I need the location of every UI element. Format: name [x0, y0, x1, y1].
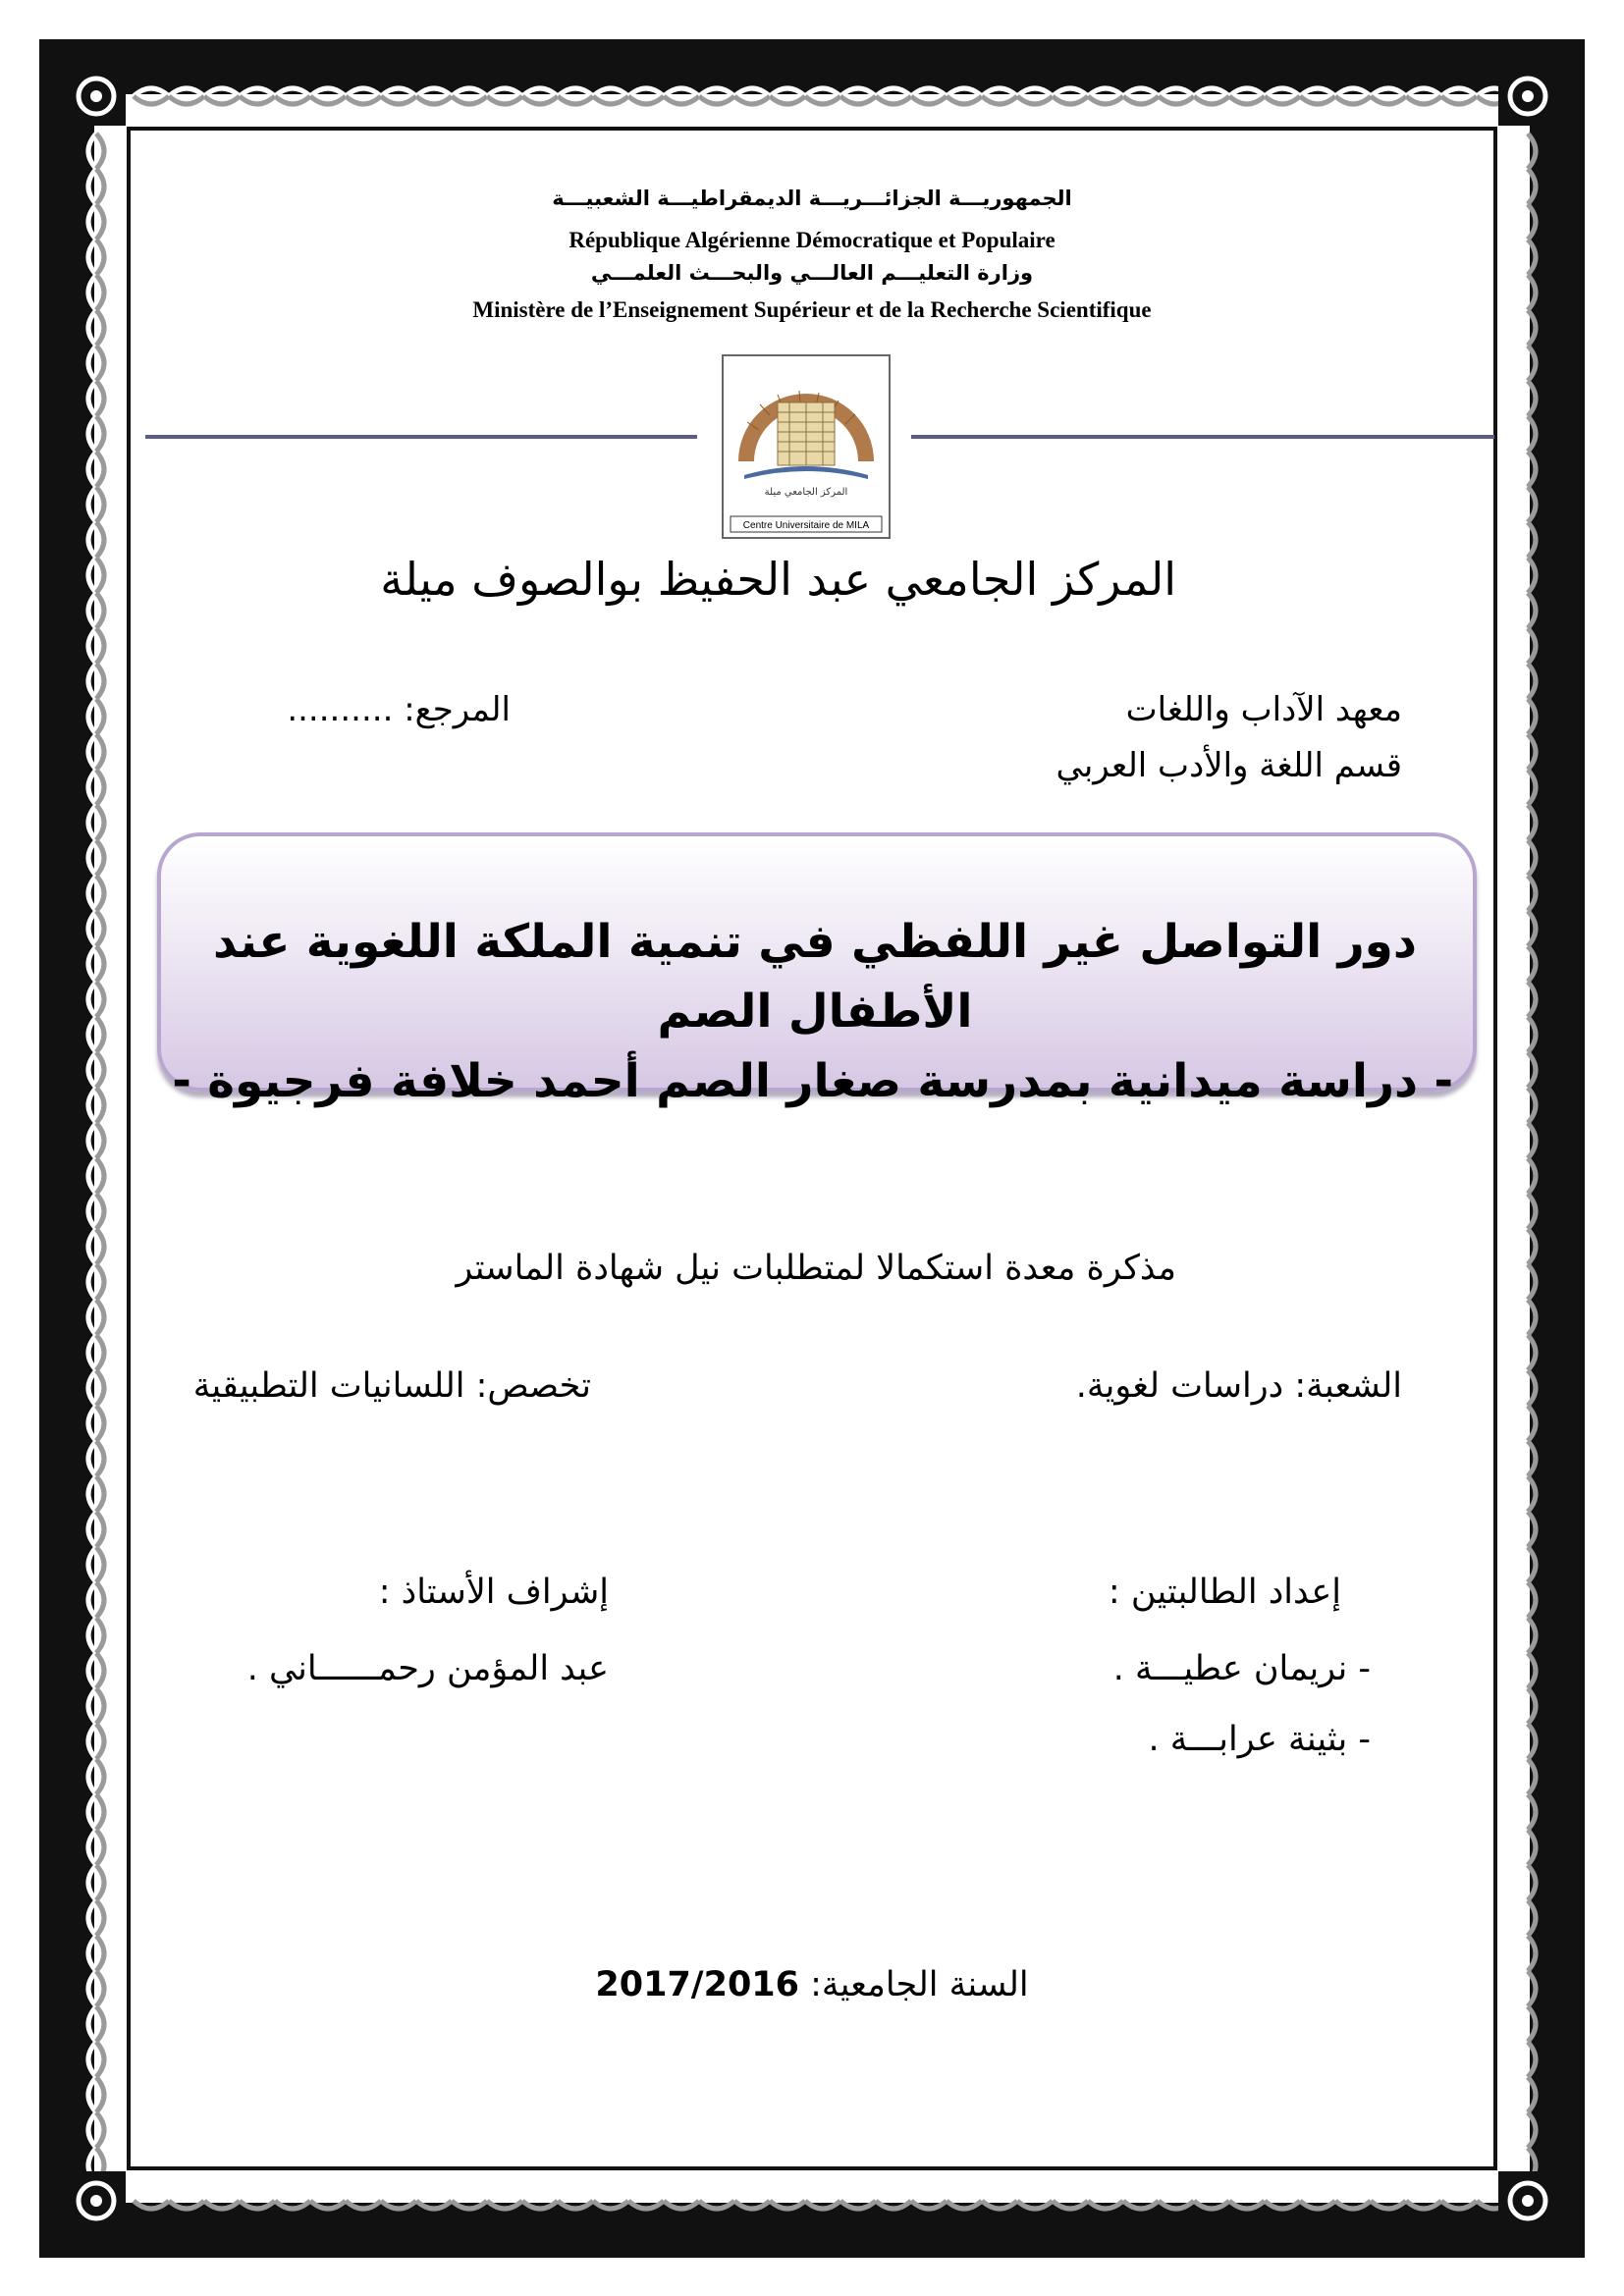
supervisor-name: عبد المؤمن رحمــــــاني . [246, 1649, 609, 1688]
department-name: قسم اللغة والأدب العربي [1056, 746, 1402, 785]
logo-caption-arabic: المركز الجامعي ميلة [764, 487, 848, 498]
institute-name: معهد الآداب واللغات [1125, 690, 1402, 729]
republic-name-arabic: الجمهوريـــة الجزائـــريـــة الديمقراطيـــة الشعبيـــة [552, 187, 1072, 210]
logo-caption-french: Centre Universitaire de MILA [742, 520, 870, 531]
students-label: إعداد الطالبتين : [1108, 1573, 1341, 1612]
university-building-icon [721, 353, 892, 540]
thesis-subtitle: - دراسة ميدانية بمدرسة صغار الصم أحمد خلافة فرجيوة - [172, 1054, 1453, 1108]
reference-number: المرجع: .......... [287, 690, 511, 729]
student-name: - نريمان عطيـــة . [1112, 1649, 1371, 1688]
university-name: المركز الجامعي عبد الحفيظ بوالصوف ميلة [380, 553, 1176, 606]
header-divider-right [911, 435, 1494, 439]
republic-name-french: République Algérienne Démocratique et Populaire [568, 228, 1056, 252]
academic-year-value: 2017/2016 [595, 1965, 799, 2004]
university-logo [721, 353, 892, 540]
branch-field: الشعبة: دراسات لغوية. [1075, 1366, 1402, 1406]
thesis-title-line-2: الأطفال الصم [657, 985, 973, 1039]
academic-year [0, 1965, 1624, 2004]
ministry-name-french: Ministère de l’Enseignement Supérieur et de la Recherche Scientifique [472, 297, 1152, 322]
academic-year-label: السنة الجامعية: [810, 1965, 1029, 2004]
student-name: - بثينة عرابـــة . [1148, 1720, 1371, 1759]
ministry-name-arabic: وزارة التعليـــم العالـــي والبحـــث العلمـــي [590, 261, 1034, 285]
specialty-field: تخصص: اللسانيات التطبيقية [192, 1366, 591, 1406]
thesis-title-line-1: دور التواصل غير اللفظي في تنمية الملكة اللغوية عند [213, 915, 1417, 969]
thesis-purpose: مذكرة معدة استكمالا لمتطلبات نيل شهادة الماستر [456, 1249, 1176, 1288]
header-divider-left [145, 435, 697, 439]
supervisor-label: إشراف الأستاذ : [378, 1573, 609, 1612]
